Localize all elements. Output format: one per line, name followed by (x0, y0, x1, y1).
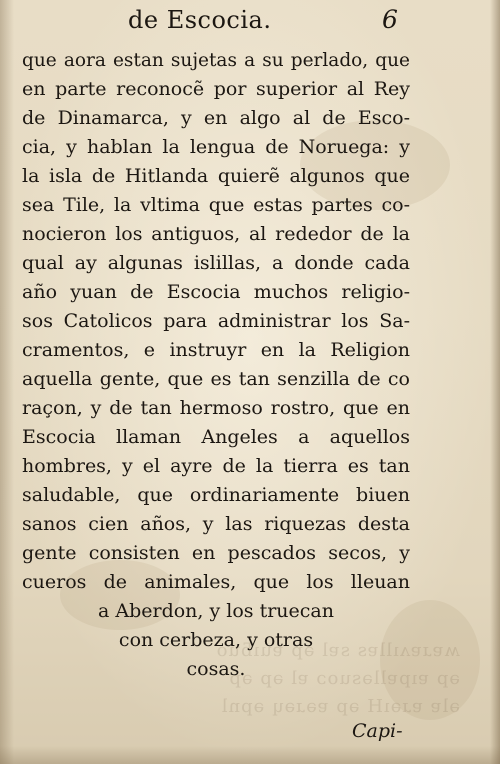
text-line: cosas. (186, 658, 246, 680)
text-line: qual ay algunas islillas, a donde cada (22, 252, 410, 274)
text-line: aquella gente, que es tan senzilla de co (22, 368, 410, 390)
text-line: raçon, y de tan hermoso rostro, que en (22, 397, 410, 419)
text-line: cueros de animales, que los lleuan (22, 571, 410, 593)
text-line: nocieron los antiguos, al rededor de la (22, 223, 410, 245)
show-through-text: ǝlɐ ɐɹǝıH ǝp ɐǝɹǝɥ ǝpnl (220, 696, 460, 717)
text-line: sos Catolicos para administrar los Sa- (22, 310, 410, 332)
text-line: a Aberdon, y los truecan (98, 600, 334, 622)
text-line: año yuan de Escocia muchos religio- (22, 281, 410, 303)
text-line: Escocia llaman Angeles a aquellos (22, 426, 410, 448)
text-line: sea Tile, la vltima que estas partes co- (22, 194, 410, 216)
text-line: que aora estan sujetas a su perlado, que (22, 50, 410, 71)
page-edge-shadow-bottom (0, 746, 500, 764)
text-line: hombres, y el ayre de la tierra es tan (22, 455, 410, 477)
page-number: 6 (382, 5, 398, 34)
show-through-text: ʍɐɹɐʌıllɐs sɐl ǝp ɐuıƃuo (215, 640, 460, 661)
text-line: con cerbeza, y otras (118, 629, 314, 651)
running-head: de Escocia. (128, 6, 272, 34)
show-through-text: ǝp ɐıpɐllǝsuoɔ ɐl ǝp ǝp (228, 668, 460, 689)
text-line: gente consisten en pescados secos, y (22, 542, 410, 564)
body-text (22, 46, 410, 684)
text-line: cia, y hablan la lengua de Noruega: y (22, 136, 410, 158)
text-line: la isla de Hitlanda quierẽ algunos que (22, 165, 410, 187)
page-edge-shadow-right (490, 0, 500, 764)
text-line: de Dinamarca, y en algo al de Esco- (22, 107, 410, 129)
text-line: cramentos, e instruyr en la Religion (22, 339, 410, 361)
page-edge-shadow-left (0, 0, 14, 764)
text-line: sanos cien años, y las riquezas desta (22, 513, 410, 535)
page-header (0, 6, 500, 40)
catchword: Capi- (352, 720, 403, 742)
text-line: saludable, que ordinariamente biuen (22, 484, 410, 506)
text-line: en parte reconocẽ por superior al Rey (22, 78, 410, 100)
